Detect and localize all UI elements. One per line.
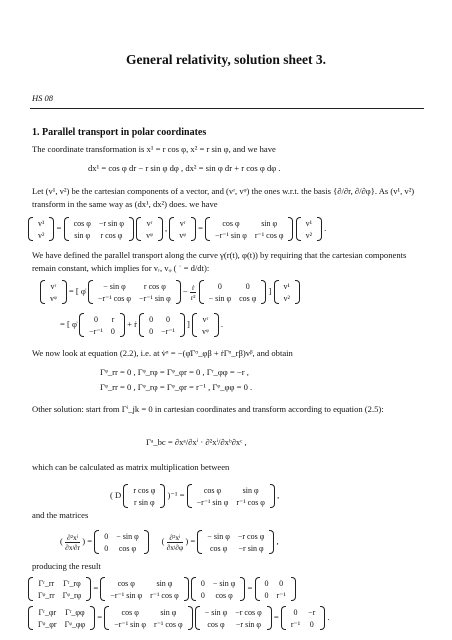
matrix-cell: r cos φ [143,281,166,291]
matrix [191,577,245,601]
matrix-cell: v² [283,293,290,303]
matrix-cell: − sin φ [204,607,228,617]
matrix-cell: sin φ [156,578,173,588]
equation-transform: v¹ v² = cos φ −r sin φ sin φ r cos φ vʳ vᵠ , vʳ vᵠ = cos φ sin φ −r⁻¹ sin φ r⁻¹ cos φ v¹ v² . [28,217,326,241]
matrix-cell: r cos φ [133,485,156,495]
matrix-cell: 0 [217,281,222,291]
matrix-cell: cos φ [203,485,222,495]
matrix [192,313,219,337]
matrix [123,484,165,508]
matrix-cell: cos φ [210,543,228,553]
matrix-cell: cos φ [222,218,240,228]
matrix-cell: v¹ [305,218,313,228]
matrix [94,530,148,554]
matrix-cell: cos φ [117,578,135,588]
matrix-cell: r⁻¹ cos φ [254,230,284,240]
matrix [64,217,134,241]
equation-jacobian: ( D r cos φ r sin φ )⁻¹ = cos φ sin φ −r⁻¹ sin φ r⁻¹ cos φ , [110,485,280,507]
matrix-cell: 0 [104,543,109,553]
matrix-cell: − sin φ [212,578,236,588]
paragraph-2: Let (v¹, v²) be the cartesian components of a vector, and (vʳ, vᵠ) the ones w.r.t. the basis {∂/∂r, ∂/∂φ}. As (v¹, v²) transform in the same way as (dx¹, dx²) does. we have [32,186,415,209]
matrix-cell: −r [308,607,316,617]
matrix-cell: −r⁻¹ sin φ [139,293,171,303]
paragraph-4: We now look at equation (2.2), i.e. at v̇ᵅ = −(φ̇Γᵅ_φβ + ṙΓᵅ_rβ)vᵝ, and obtain [32,348,293,358]
christoffel-line-1: Γᵠ_rr = 0 , Γᵠ_rφ = Γᵠ_φr = 0 , Γʳ_φφ = −r , [100,367,249,377]
matrix-cell: −r cos φ [237,531,265,541]
equation-second-derivs: ( $\frac{\text{∂²xⁱ}}{\text{∂xʲ∂r}}$ ) = 0 − sin φ 0 cos φ ( $\frac{\text{∂²xⁱ}}{\text{∂xʲ∂φ}}$ ) = − sin φ −r cos φ cos φ −r sin φ , [60,531,279,553]
matrix-cell: cos φ [239,293,257,303]
matrix-cell: −r sin φ [238,543,264,553]
matrix-cell: −r cos φ [235,607,262,617]
matrix [40,280,67,304]
matrix-cell: Γᵠ_φφ [64,619,86,629]
fraction: $\frac{\text{∂²xⁱ}}{\text{∂xʲ∂r}}$ [65,532,80,552]
paragraph-8: producing the result [32,561,101,571]
matrix-cell: −r⁻¹ cos φ [97,293,132,303]
matrix-cell: r⁻¹ cos φ [150,590,179,600]
matrix [281,606,325,630]
matrix-cell: −r⁻¹ sin φ [114,619,147,629]
matrix [296,217,322,241]
matrix [28,217,54,241]
matrix-cell: vᵠ [202,326,209,336]
paragraph-5: Other solution: start from Γⁱ_jk = 0 in cartesian coordinates and transform according to equation (2.5): [32,404,384,414]
matrix-cell: r [111,314,115,324]
matrix-cell: cos φ [73,218,91,228]
result-row-2: Γʳ_φr Γʳ_φφ Γᵠ_φr Γᵠ_φφ = cos φ sin φ −r⁻¹ sin φ r⁻¹ cos φ − sin φ −r cos φ cos φ −r sin φ = 0 −r r⁻¹ 0 . [28,606,330,630]
matrix-cell: v² [38,230,45,240]
matrix-cell: −r⁻¹ [89,326,103,336]
matrix-cell: Γᵠ_rr [38,590,55,600]
matrix-cell: −r⁻¹ sin φ [196,497,229,507]
equation-dot-2: = [ φ̇ 0 r −r⁻¹ 0 + ṙ 0 0 0 −r⁻¹ ] vʳ vᵠ . [60,314,224,336]
matrix-cell: 0 [94,314,99,324]
matrix-cell: −r sin φ [235,619,262,629]
matrix-cell: 0 [279,578,284,588]
matrix-cell: Γʳ_rφ [63,578,81,588]
matrix-cell: 0 [165,314,170,324]
matrix-cell: −r⁻¹ sin φ [215,230,247,240]
matrix-cell: −r⁻¹ sin φ [110,590,143,600]
matrix-cell: 0 [110,326,115,336]
matrix-cell: 0 [149,326,154,336]
matrix [28,606,95,630]
matrix-cell: −r⁻¹ [161,326,175,336]
result-row-1: Γʳ_rr Γʳ_rφ Γᵠ_rr Γᵠ_rφ = cos φ sin φ −r⁻¹ sin φ r⁻¹ cos φ 0 − sin φ 0 cos φ = 0 0 0 r⁻¹ [28,577,296,601]
matrix [100,577,188,601]
matrix [205,217,293,241]
page-title: General relativity, solution sheet 3. [126,52,326,67]
matrix-cell: vʳ [202,314,209,324]
matrix-cell: vᵠ [179,230,186,240]
matrix-cell: 0 [200,578,205,588]
matrix-cell: Γʳ_rr [38,578,55,588]
matrix-cell: sin φ [261,218,278,228]
matrix-cell: sin φ [74,230,91,240]
matrix-cell: cos φ [215,590,233,600]
matrix-cell: r⁻¹ [276,590,286,600]
matrix-cell: Γᵠ_φr [38,619,57,629]
matrix-cell: cos φ [118,543,137,553]
matrix-cell: vʳ [179,218,186,228]
paragraph-6: which can be calculated as matrix multiplication between [32,462,230,472]
matrix [195,606,272,630]
matrix-cell: 0 [264,590,269,600]
matrix-cell: Γʳ_φφ [65,607,85,617]
matrix-cell: r⁻¹ [290,619,301,629]
matrix-cell: 0 [293,607,298,617]
matrix-cell: − sin φ [207,531,230,541]
matrix-cell: vᵠ [146,230,153,240]
matrix-cell: r sin φ [134,497,155,507]
equation-1: dx¹ = cos φ dr − r sin φ dφ , dx² = sin φ dr + r cos φ dφ . [88,163,281,173]
matrix-cell: r⁻¹ cos φ [154,619,183,629]
matrix-cell: 0 [309,619,314,629]
christoffel-line-2: Γᵠ_rr = 0 , Γᵠ_rφ = Γᵠ_φr = r⁻¹ , Γᵠ_φφ = 0 . [100,382,253,392]
matrix [104,606,192,630]
paragraph-3: We have defined the parallel transport along the curve γ(r(t), φ(t)) by requiring that the cartesian components remain constant, which implies for vᵣ, vᵩ ( ˙ = d/dt): [32,250,407,273]
matrix [88,280,181,304]
matrix [187,484,275,508]
header-divider [30,108,424,109]
matrix-cell: vᵠ [50,293,57,303]
matrix [274,280,300,304]
matrix [197,530,274,554]
matrix-cell: r⁻¹ cos φ [236,497,265,507]
matrix-cell: cos φ [207,619,225,629]
equation-gamma: Γᵃ_bc = ∂xᵃ/∂xⁱ · ∂²xⁱ/∂xᵇ∂xᶜ , [146,437,247,447]
matrix [199,280,267,304]
equation-dot-1: vʳ vᵠ = [ φ̇ − sin φ r cos φ −r⁻¹ cos φ −r⁻¹ sin φ − $\frac{\text{ṙ}}{\text{r²}}$ 0 0 − sin φ cos φ ] v¹ v² [40,280,300,304]
matrix-cell: 0 [200,590,205,600]
matrix [28,577,91,601]
matrix-cell: vʳ [50,281,57,291]
matrix [136,217,163,241]
matrix-cell: v² [305,230,313,240]
matrix-cell: Γʳ_φr [38,607,57,617]
fraction: $\frac{\text{∂²xⁱ}}{\text{∂xʲ∂φ}}$ [166,532,184,552]
matrix-cell: 0 [245,281,250,291]
matrix-cell: 0 [149,314,154,324]
matrix-cell: sin φ [160,607,177,617]
matrix-cell: v¹ [283,281,290,291]
matrix-cell: vʳ [146,218,153,228]
paragraph-1: The coordinate transformation is x¹ = r cos φ, x² = r sin φ, and we have [32,144,276,154]
matrix-cell: cos φ [121,607,139,617]
matrix-cell: − sin φ [116,531,139,541]
matrix-cell: Γᵠ_rφ [62,590,82,600]
paragraph-7: and the matrices [32,510,89,520]
matrix [79,313,125,337]
matrix-cell: 0 [264,578,269,588]
section-heading: 1. Parallel transport in polar coordinates [32,127,207,138]
matrix-cell: − sin φ [208,293,232,303]
fraction: $\frac{\text{ṙ}}{\text{r²}}$ [190,282,196,302]
matrix-cell: 0 [104,531,109,541]
matrix [169,217,196,241]
matrix-cell: sin φ [242,485,259,495]
matrix [255,577,296,601]
matrix [139,313,185,337]
course-label: HS 08 [32,93,54,103]
matrix-cell: − sin φ [103,281,126,291]
matrix-cell: v¹ [38,218,45,228]
matrix-cell: r cos φ [100,230,123,240]
matrix-cell: −r sin φ [98,218,124,228]
